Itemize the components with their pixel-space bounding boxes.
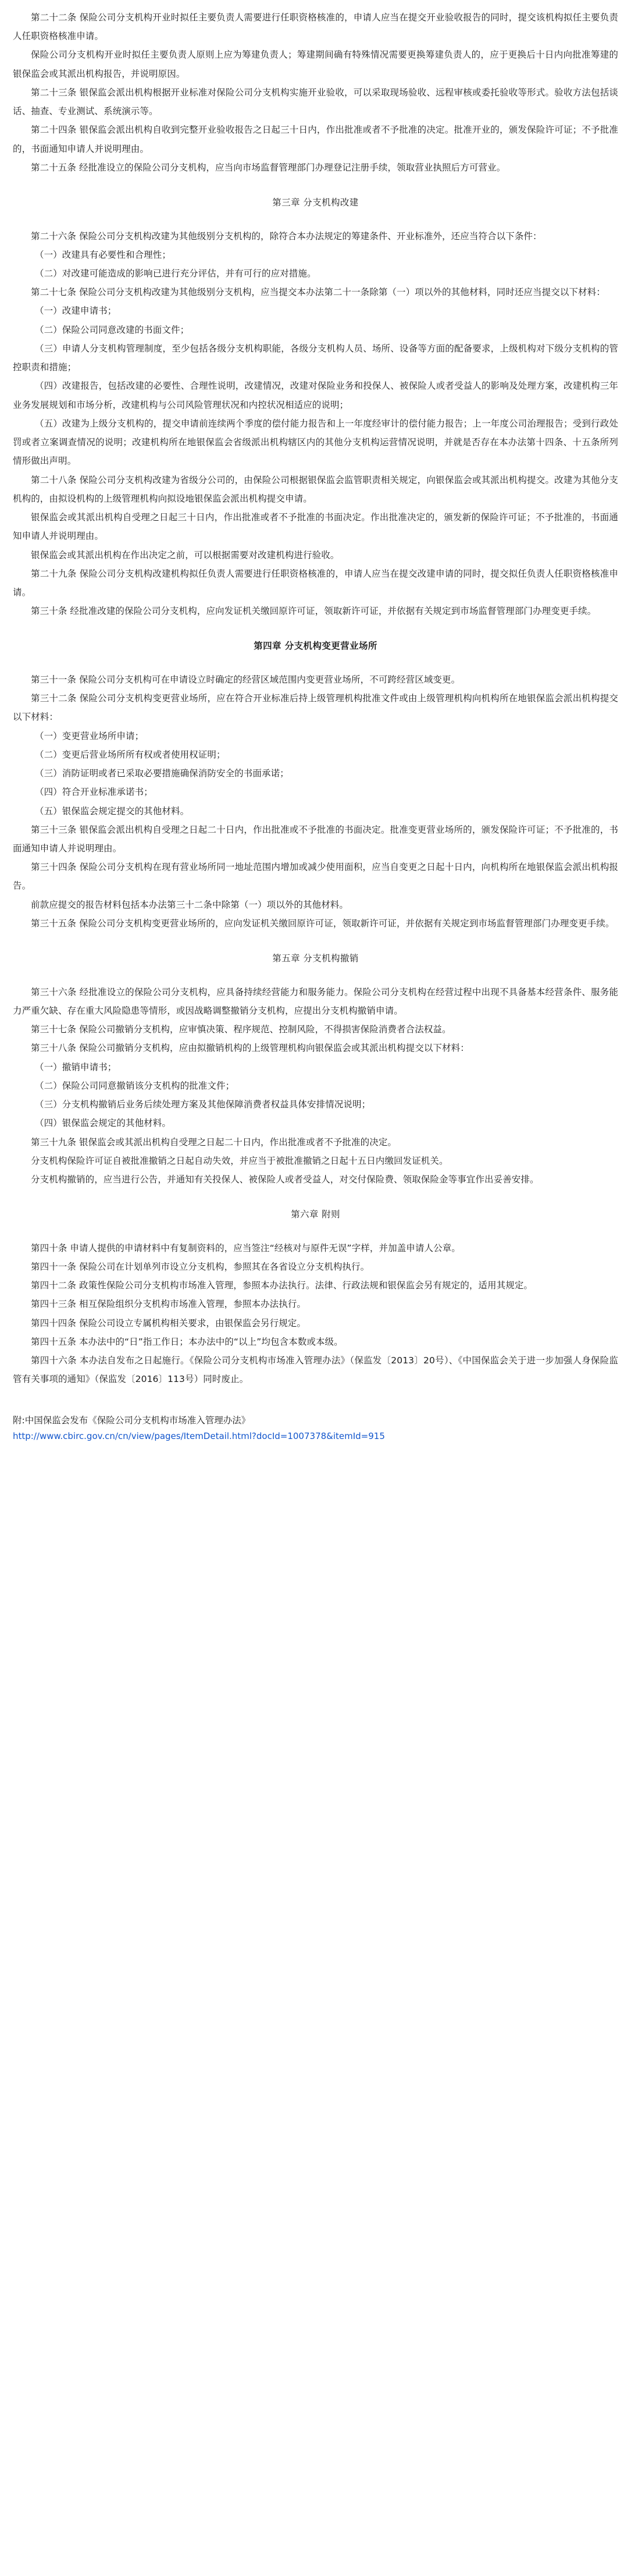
article-paragraph: 第四十五条 本办法中的“日”指工作日；本办法中的“以上”均包含本数或本级。 xyxy=(31,1336,343,1347)
article-paragraph: 第三十五条 保险公司分支机构变更营业场所的，应向发证机关缴回原许可证，领取新许可证，并依据有关规定到市场监督管理部门办理变更手续。 xyxy=(31,918,615,929)
article-paragraph: 第四十六条 本办法自发布之日起施行。《保险公司分支机构市场准入管理办法》（保监发〔2013〕20号）、《中国保监会关于进一步加强人身保险监管有关事项的通知》（保监发〔2016〕113号）同时废止。 xyxy=(13,1355,618,1385)
article-paragraph: 第二十五条 经批准设立的保险公司分支机构，应当向市场监督管理部门办理登记注册手续，领取营业执照后方可营业。 xyxy=(31,162,506,173)
clause-item: （二）保险公司同意撤销该分支机构的批准文件； xyxy=(34,1080,235,1091)
clause-item: （一）变更营业场所申请； xyxy=(34,730,144,741)
article-paragraph: 保险公司分支机构开业时拟任主要负责人原则上应为筹建负责人；筹建期间确有特殊情况需要更换筹建负责人的，应于更换后十日内向批准筹建的银保监会或其派出机构报告，并说明原因。 xyxy=(13,49,618,79)
article-paragraph: 第二十三条 银保监会派出机构根据开业标准对保险公司分支机构实施开业验收，可以采取现场验收、远程审核或委托验收等形式。验收方法包括谈话、抽查、专业测试、系统演示等。 xyxy=(13,87,618,117)
clause-item: （三）消防证明或者已采取必要措施确保消防安全的书面承诺； xyxy=(34,768,289,779)
article-paragraph: 第四十四条 保险公司设立专属机构相关要求，由银保监会另行规定。 xyxy=(31,1317,306,1328)
clause-item: （二）对改建可能造成的影响已进行充分评估，并有可行的应对措施。 xyxy=(34,268,316,279)
clause-item: （五）改建为上级分支机构的，提交申请前连续两个季度的偿付能力报告和上一年度经审计的偿付能力报告；上一年度公司治理报告；受到行政处罚或者立案调查情况的说明；改建机构所在地银保监会省级派出机构辖区内的其他分支机构运营情况说明，并就是否存在本办法第十四条、十五条所列情形做出声明。 xyxy=(13,418,618,467)
article-paragraph: 第四十条 申请人提供的申请材料中有复制资料的，应当签注“经核对与原件无误”字样，并加盖申请人公章。 xyxy=(31,1242,461,1253)
clause-item: （三）申请人分支机构管理制度，至少包括各级分支机构职能，各级分支机构人员、场所、设备等方面的配备要求，上级机构对下级分支机构的管控职责和措施； xyxy=(13,343,618,373)
clause-item: （二）变更后营业场所所有权或者使用权证明； xyxy=(34,749,226,760)
attachment-note: 附:中国保监会发布《保险公司分支机构市场准入管理办法》 xyxy=(13,1415,251,1426)
article-paragraph: 分支机构撤销的，应当进行公告，并通知有关投保人、被保险人或者受益人，对交付保险费、领取保险金等事宜作出妥善安排。 xyxy=(31,1174,539,1185)
clause-item: （一）撤销申请书； xyxy=(34,1061,117,1072)
article-paragraph: 第三十三条 银保监会派出机构自受理之日起二十日内，作出批准或不予批准的书面决定。批准变更营业场所的，颁发保险许可证；不予批准的，书面通知申请人并说明理由。 xyxy=(13,824,618,854)
article-paragraph: 银保监会或其派出机构在作出决定之前，可以根据需要对改建机构进行验收。 xyxy=(31,549,340,560)
article-paragraph: 第二十七条 保险公司分支机构改建为其他级别分支机构，应当提交本办法第二十一条除第（一）项以外的其他材料，同时还应当提交以下材料： xyxy=(31,287,605,298)
clause-item: （四）银保监会规定的其他材料。 xyxy=(34,1118,171,1129)
clause-item: （二）保险公司同意改建的书面文件； xyxy=(34,324,190,335)
article-paragraph: 第二十二条 保险公司分支机构开业时拟任主要负责人需要进行任职资格核准的，申请人应当在提交开业验收报告的同时，提交该机构拟任主要负责人任职资格核准申请。 xyxy=(13,12,618,42)
article-paragraph: 银保监会或其派出机构自受理之日起三十日内，作出批准或者不予批准的书面决定。作出批准决定的，颁发新的保险许可证；不予批准的，书面通知申请人并说明理由。 xyxy=(13,512,618,542)
article-paragraph: 第三十一条 保险公司分支机构可在申请设立时确定的经营区域范围内变更营业场所，不可跨经营区域变更。 xyxy=(31,674,461,685)
article-paragraph: 分支机构保险许可证自被批准撤销之日起自动失效，并应当于被批准撤销之日起十五日内缴回发证机关。 xyxy=(31,1155,448,1166)
article-paragraph: 第二十八条 保险公司分支机构改建为省级分公司的，由保险公司根据银保监会监管职责相关规定，向银保监会或其派出机构提交。改建为其他分支机构的，由拟设机构的上级管理机构向拟设地银保监会派出机构提交申请。 xyxy=(13,474,618,504)
article-paragraph: 第二十六条 保险公司分支机构改建为其他级别分支机构的，除符合本办法规定的筹建条件、开业标准外，还应当符合以下条件： xyxy=(31,230,542,241)
article-paragraph: 第四十一条 保险公司在计划单列市设立分支机构，参照其在各省设立分支机构执行。 xyxy=(31,1261,370,1272)
clause-item: （五）银保监会规定提交的其他材料。 xyxy=(34,805,190,816)
article-paragraph: 第四十二条 政策性保险公司分支机构市场准入管理，参照本办法执行。法律、行政法规和银保监会另有规定的，适用其规定。 xyxy=(31,1280,533,1291)
article-paragraph: 第三十九条 银保监会或其派出机构自受理之日起二十日内，作出批准或者不予批准的决定。 xyxy=(31,1136,397,1147)
article-paragraph: 第三十八条 保险公司撤销分支机构，应由拟撤销机构的上级管理机构向银保监会或其派出机构提交以下材料： xyxy=(31,1043,469,1054)
chapter-heading: 第五章 分支机构撤销 xyxy=(272,953,359,964)
article-paragraph: 第三十二条 保险公司分支机构变更营业场所，应在符合开业标准后持上级管理机构批准文件或由上级管理机构向机构所在地银保监会派出机构提交以下材料： xyxy=(13,693,618,723)
chapter-heading: 第四章 分支机构变更营业场所 xyxy=(254,641,377,652)
clause-item: （三）分支机构撤销后业务后续处理方案及其他保障消费者权益具体安排情况说明； xyxy=(34,1099,371,1110)
chapter-heading: 第六章 附则 xyxy=(291,1209,340,1220)
article-paragraph: 第三十六条 经批准设立的保险公司分支机构，应具备持续经营能力和服务能力。保险公司分支机构在经营过程中出现不具备基本经营条件、服务能力严重欠缺、存在重大风险隐患等情形，或因战略调整撤销分支机构，应提出分支机构撤销申请。 xyxy=(13,986,618,1016)
document-body xyxy=(13,8,618,1389)
article-paragraph: 前款应提交的报告材料包括本办法第三十二条中除第（一）项以外的其他材料。 xyxy=(31,899,349,910)
article-paragraph: 第三十七条 保险公司撤销分支机构，应审慎决策、程序规范、控制风险，不得损害保险消费者合法权益。 xyxy=(31,1024,451,1035)
clause-item: （四）改建报告，包括改建的必要性、合理性说明，改建情况，改建对保险业务和投保人、被保险人或者受益人的影响及处理方案，改建机构三年业务发展规划和市场分析，改建机构与公司风险管理状况和内控状况相适应的说明； xyxy=(13,381,618,410)
source-url-link[interactable]: http://www.cbirc.gov.cn/cn/view/pages/ItemDetail.html?docId=1007378&itemId=915 xyxy=(13,1430,385,1441)
article-paragraph: 第二十四条 银保监会派出机构自收到完整开业验收报告之日起三十日内，作出批准或者不予批准的决定。批准开业的，颁发保险许可证；不予批准的，书面通知申请人并说明理由。 xyxy=(13,125,618,154)
article-paragraph: 第三十条 经批准改建的保险公司分支机构，应向发证机关缴回原许可证，领取新许可证，并依据有关规定到市场监督管理部门办理变更手续。 xyxy=(31,606,597,617)
clause-item: （四）符合开业标准承诺书； xyxy=(34,787,153,798)
article-paragraph: 第二十九条 保险公司分支机构改建机构拟任负责人需要进行任职资格核准的，申请人应当在提交改建申请的同时，提交拟任负责人任职资格核准申请。 xyxy=(13,568,618,598)
clause-item: （一）改建申请书； xyxy=(34,305,117,317)
article-paragraph: 第四十三条 相互保险组织分支机构市场准入管理，参照本办法执行。 xyxy=(31,1299,306,1310)
clause-item: （一）改建具有必要性和合理性； xyxy=(34,249,171,260)
article-paragraph: 第三十四条 保险公司分支机构在现有营业场所同一地址范围内增加或减少使用面积，应当自变更之日起十日内，向机构所在地银保监会派出机构报告。 xyxy=(13,862,618,891)
chapter-heading: 第三章 分支机构改建 xyxy=(272,197,359,208)
